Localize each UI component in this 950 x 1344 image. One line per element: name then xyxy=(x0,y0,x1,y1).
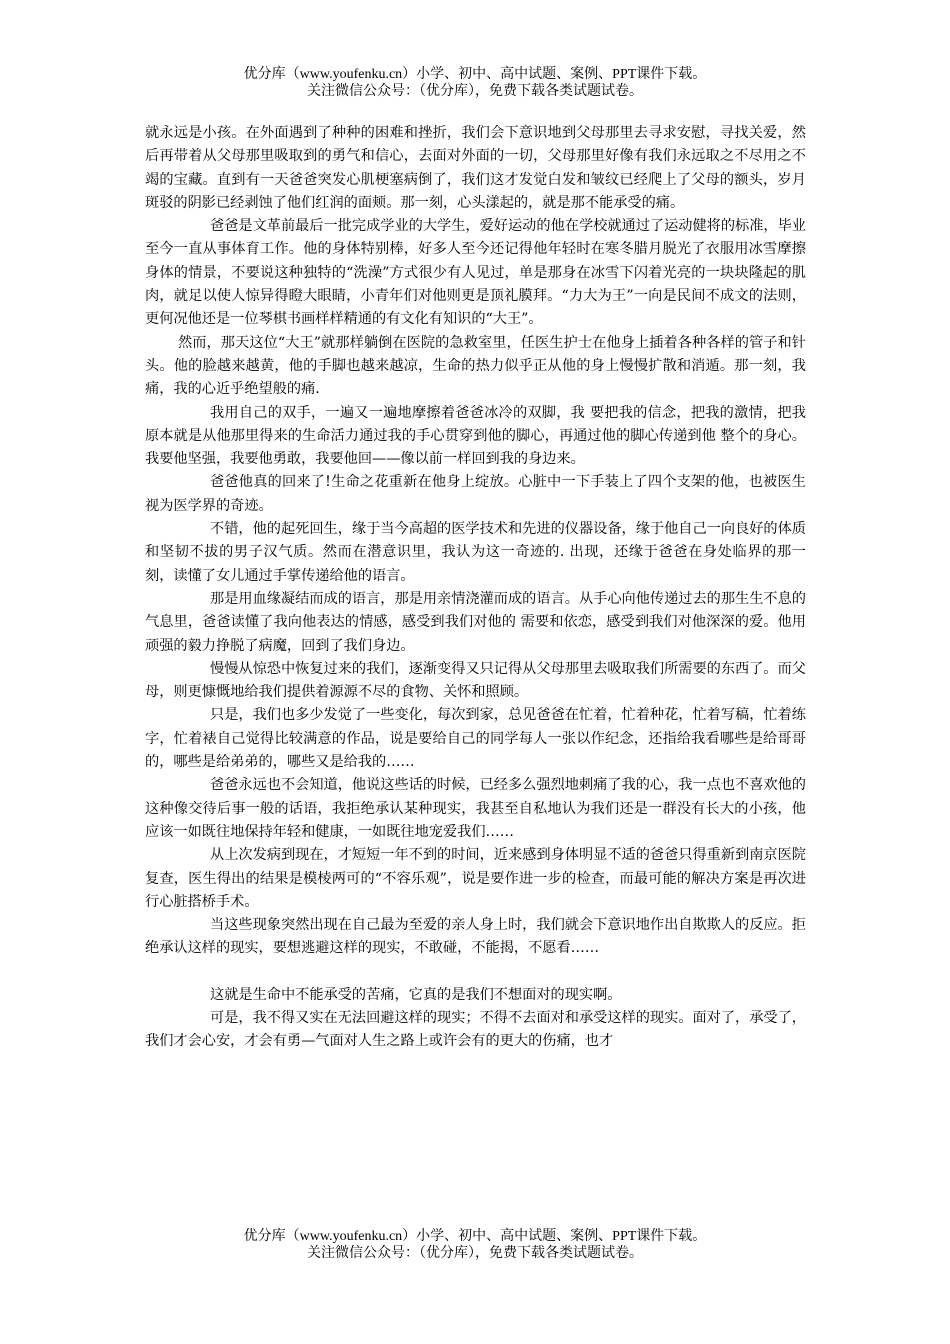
paragraph-8: 慢慢从惊恐中恢复过来的我们，逐渐变得又只记得从父母那里去吸取我们所需要的东西了。而父母，则更慷慨地给我们提供着源源不尽的食物、关怀和照顾。 xyxy=(145,660,806,701)
footer-line-2: 关注微信公众号：（优分库），免费下载各类试题试卷。 xyxy=(307,1246,643,1261)
footer-line-1: 优分库（www.youfenku.cn）小学、初中、高中试题、案例、PPT课件下载。 xyxy=(243,1229,707,1244)
paragraph-9: 只是，我们也多少发觉了一些变化，每次到家，总见爸爸在忙着，忙着种花，忙着写稿，忙着练字，忙着裱自己觉得比较满意的作品，说是要给自己的同学每人一张以作纪念，还指给我看哪些是给哥哥的，哪些是给弟弟的，哪些又是给我的…… xyxy=(145,707,806,771)
paragraph-13: 这就是生命中不能承受的苦痛，它真的是我们不想面对的现实啊。 xyxy=(210,986,622,1003)
paragraph-5: 爸爸他真的回来了!生命之花重新在他身上绽放。心脏中一下手装上了四个支架的他，也被医生视为医学界的奇迹。 xyxy=(145,474,806,514)
paragraph-1: 就永远是小孩。在外面遇到了种种的困难和挫折，我们会下意识地到父母那里去寻求安慰，寻找关爱，然后再带着从父母那里吸取到的勇气和信心，去面对外面的一切，父母那里好像有我们永远取之不尽用之不竭的宝藏。直到有一天爸爸突发心肌梗塞病倒了，我们这才发觉白发和皱纹已经爬上了父母的额头，岁月斑驳的阴影已经剥蚀了他们红润的面颊。那一刻，心头漾起的，就是那不能承受的痛。 xyxy=(145,125,806,211)
paragraph-7: 那是用血缘凝结而成的语言，那是用亲情浇灌而成的语言。从手心向他传递过去的那生生不息的气息里，爸爸读懂了我向他表达的情感，感受到我们对他的 需要和依恋，感受到我们对他深深的爱。他用顽强的毅力挣脱了病魔，回到了我们身边。 xyxy=(145,590,806,654)
paragraph-2: 爸爸是文革前最后一批完成学业的大学生，爱好运动的他在学校就通过了运动健将的标准，毕业至今一直从事体育工作。他的身体特别棒，好多人至今还记得他年轻时在寒冬腊月脱光了衣服用冰雪摩擦身体的情景，不要说这种独特的“洗澡”方式很少有人见过，单是那身在冰雪下闪着光亮的一块块隆起的肌肉，就足以使人惊异得瞪大眼睛，小青年们对他则更是顶礼膜拜。“力大为王”一向是民间不成文的法则，更何况他还是一位琴棋书画样样精通的有文化有知识的“大王”。 xyxy=(145,218,806,328)
paragraph-4: 我用自己的双手，一遍又一遍地摩擦着爸爸冰冷的双脚，我 要把我的信念，把我的激情，把我原本就是从他那里得来的生命活力通过我的手心贯穿到他的脚心，再通过他的脚心传递到他 整个的身心。我要他坚强，我要他勇敢，我要他回——像以前一样回到我的身边来。 xyxy=(145,404,806,468)
paragraph-14: 可是，我不得又实在无法回避这样的现实；不得不去面对和承受这样的现实。面对了，承受了，我们才会心安，才会有勇—气面对人生之路上或许会有的更大的伤痛，也才 xyxy=(145,1009,806,1050)
paragraph-3: 然而，那天这位“大王”就那样躺倒在医院的急救室里，任医生护士在他身上插着各种各样的管子和针头。他的脸越来越黄，他的手脚也越来越凉，生命的热力似乎正从他的身上慢慢扩散和消遁。那一刻，我痛，我的心近乎绝望般的痛. xyxy=(145,334,806,398)
page-footer xyxy=(0,1228,950,1262)
header-line-2: 关注微信公众号：（优分库），免费下载各类试题试卷。 xyxy=(307,84,643,99)
paragraph-12: 当这些现象突然出现在自己最为至爱的亲人身上时，我们就会下意识地作出自欺欺人的反应。拒绝承认这样的现实，要想逃避这样的现实，不敢碰，不能揭，不愿看…… xyxy=(145,917,806,957)
page-header xyxy=(0,66,950,100)
article-body xyxy=(145,122,806,1054)
paragraph-10: 爸爸永远也不会知道，他说这些话的时候，已经多么强烈地刺痛了我的心，我一点也不喜欢他的这种像交待后事一般的话语，我拒绝承认某种现实，我甚至自私地认为我们还是一群没有长大的小孩，他应该一如既往地保持年轻和健康，一如既往地宠爱我们…… xyxy=(145,777,806,840)
paragraph-6: 不错，他的起死回生，缘于当今高超的医学技术和先进的仪器设备，缘于他自己一向良好的体质和坚韧不拔的男子汉气质。然而在潜意识里，我认为这一奇迹的. 出现，还缘于爸爸在身处临界的那一刻，读懂了女儿通过手掌传递给他的语言。 xyxy=(145,521,806,584)
header-line-1: 优分库（www.youfenku.cn）小学、初中、高中试题、案例、PPT课件下载。 xyxy=(243,67,707,82)
paragraph-11: 从上次发病到现在，才短短一年不到的时间，近来感到身体明显不适的爸爸只得重新到南京医院复查，医生得出的结果是模棱两可的“不容乐观”，说是要作进一步的检查，而最可能的解决方案是再次进行心脏搭桥手术。 xyxy=(145,847,806,910)
